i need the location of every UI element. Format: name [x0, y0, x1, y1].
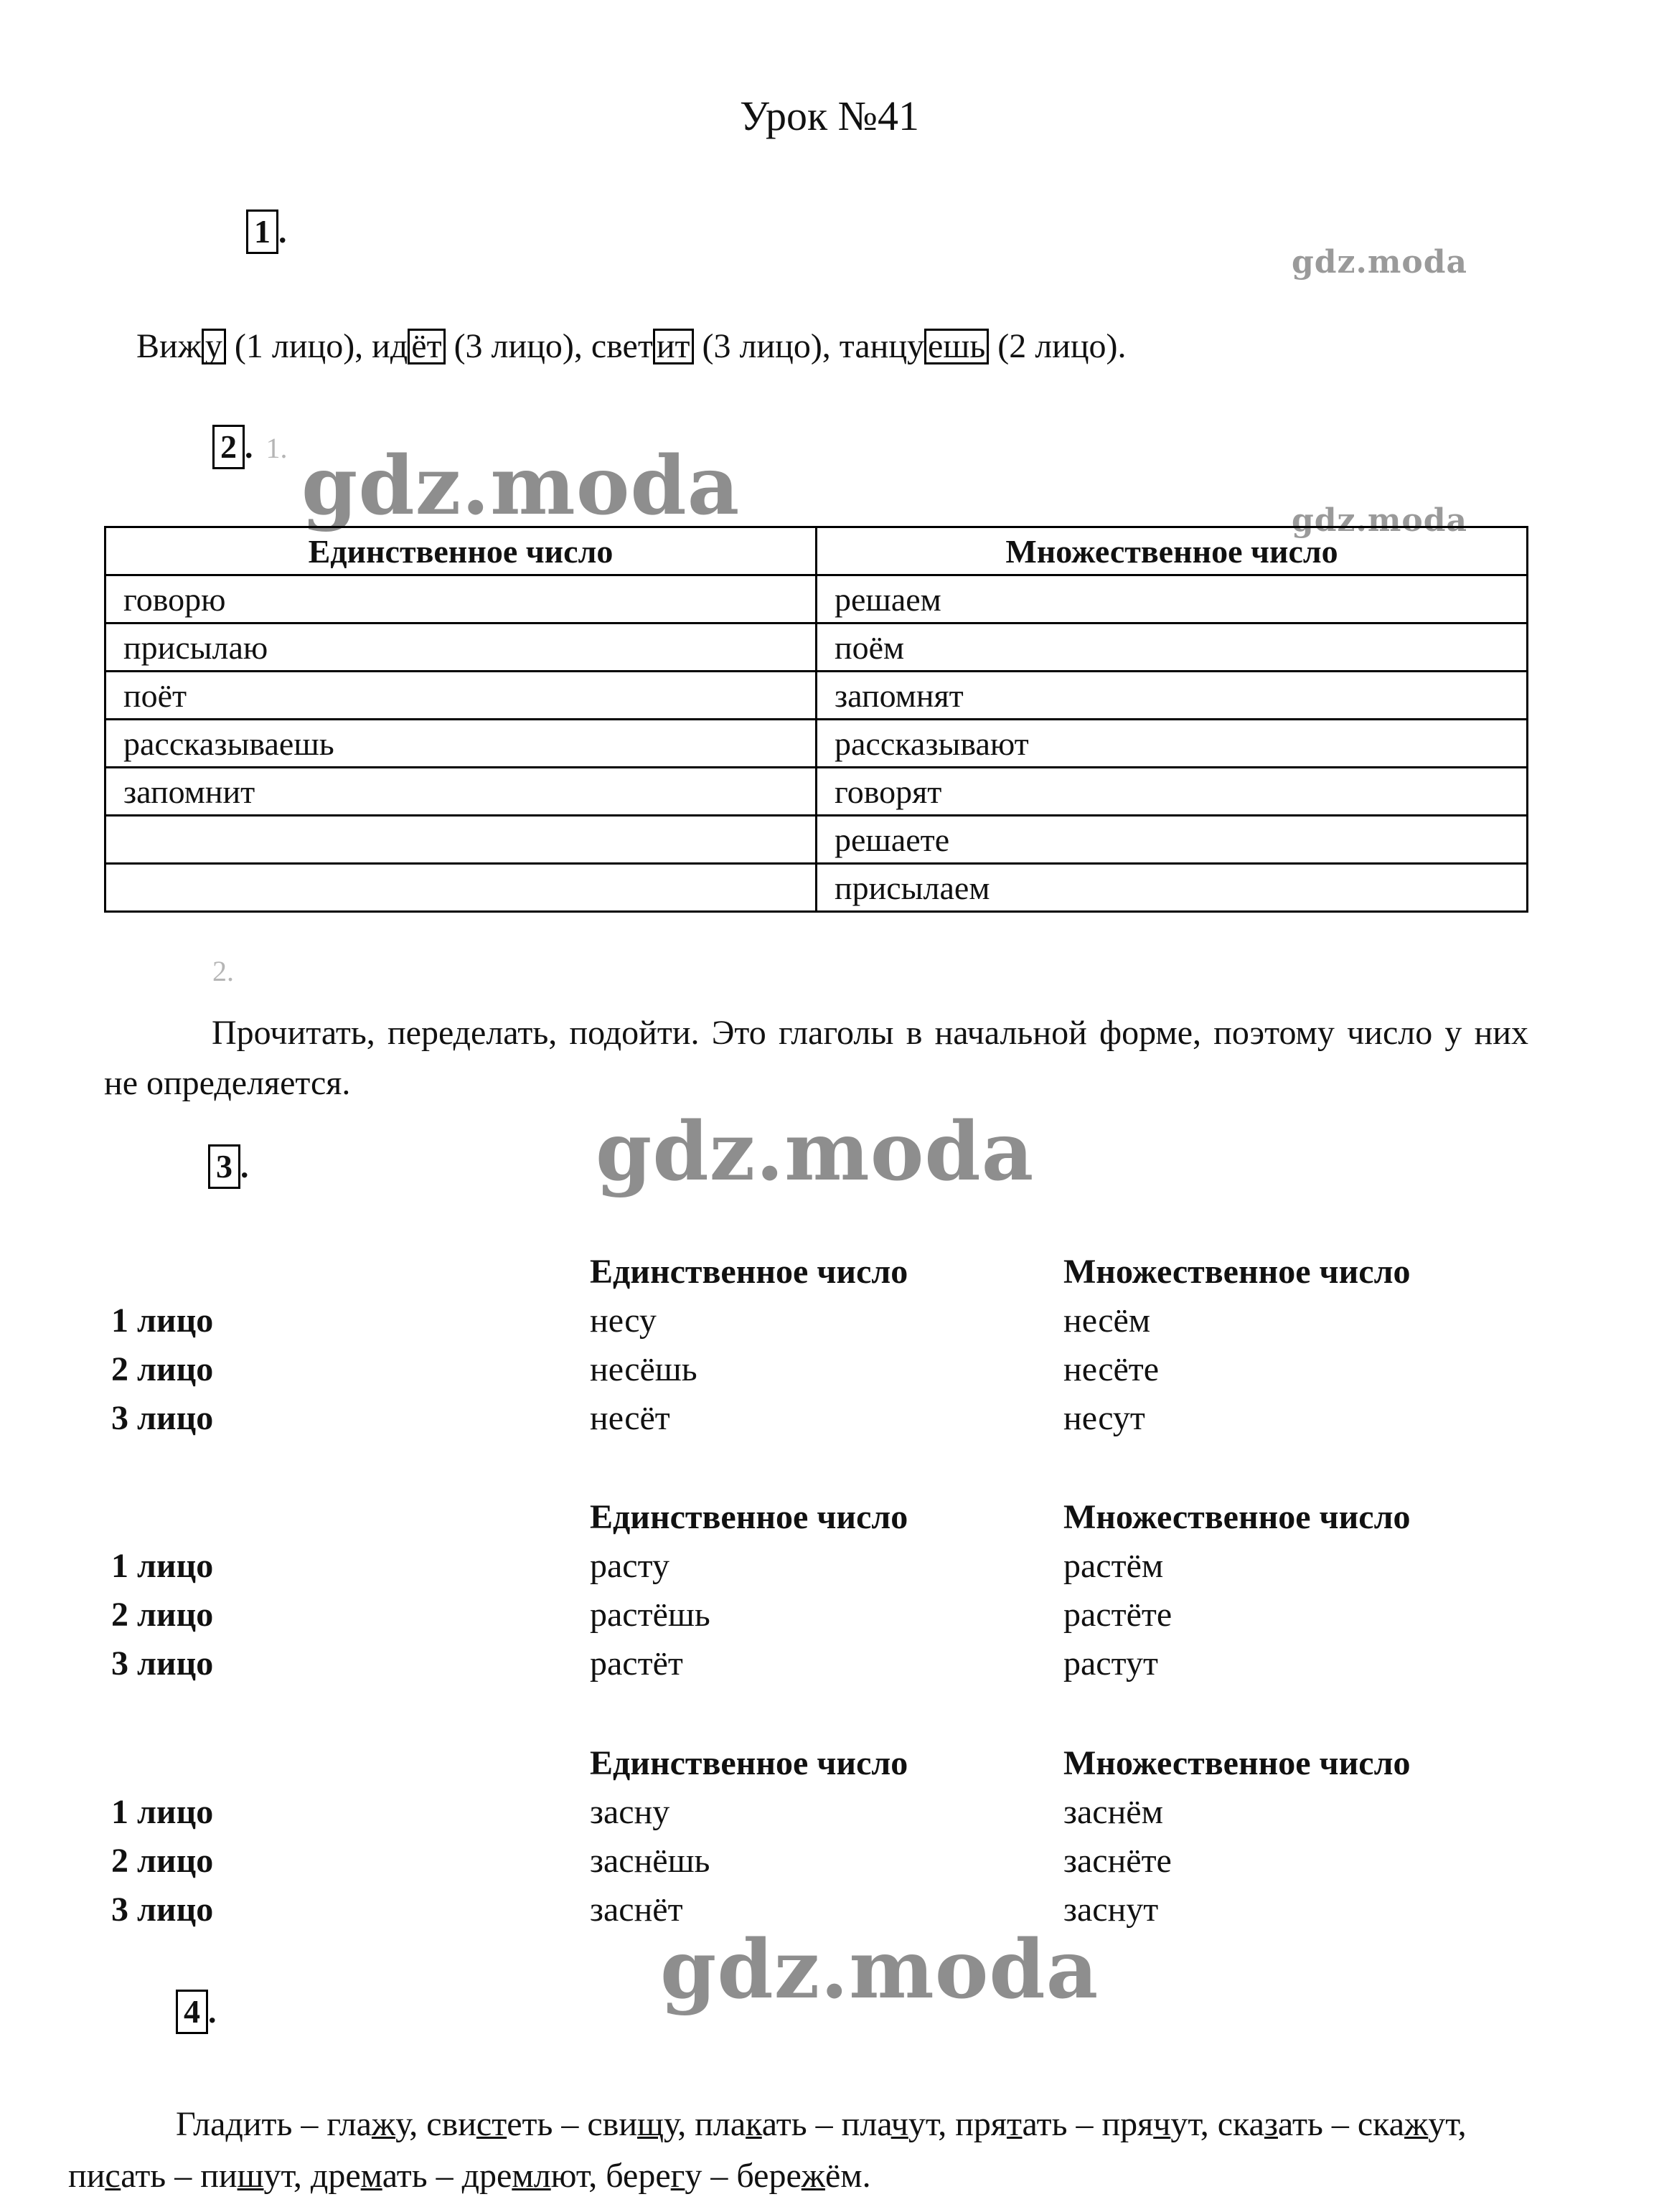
alternating-consonant: ч — [1153, 2105, 1171, 2143]
alternating-consonant: ж — [1404, 2105, 1429, 2143]
conjugation-block-2 — [111, 1497, 1532, 1693]
task-number-dot: . — [245, 428, 253, 465]
word-text: ут, пря — [908, 2105, 1007, 2143]
task-number-box: 2 — [212, 425, 245, 469]
singular-form: растёшь — [590, 1596, 710, 1634]
task-number-dot: . — [240, 1148, 249, 1185]
block-header-row — [111, 1252, 1532, 1301]
word-text: ут, пи — [68, 2105, 1467, 2195]
watermark: gdz.moda — [596, 1105, 1035, 1199]
watermark: gdz.moda — [301, 439, 741, 533]
alternating-consonant: к — [746, 2105, 762, 2143]
table-cell: запомнят — [817, 672, 1528, 720]
word-text: (2 лицо). — [989, 327, 1127, 365]
person-label: 3 лицо — [111, 1891, 214, 1929]
column-header: Множественное число — [1063, 1253, 1411, 1291]
task-4-number — [176, 1990, 217, 2034]
table-cell: говорю — [105, 575, 817, 623]
conjugation-block-1 — [111, 1252, 1532, 1447]
table-cell: поём — [817, 623, 1528, 672]
table-cell: рассказываешь — [105, 720, 817, 768]
plural-form: растём — [1063, 1547, 1164, 1585]
page-title: Урок №41 — [740, 93, 919, 139]
task-2-paragraph: Прочитать, переделать, подойти. Это глаголы в начальной форме, поэтому число у них не определяется. — [104, 1014, 1528, 1102]
word-text: Гла — [176, 2105, 226, 2143]
subtask-label: 1. — [265, 432, 288, 464]
word-text: еть – сви — [507, 2105, 638, 2143]
table-cell: поёт — [105, 672, 817, 720]
alternating-consonant: мл — [512, 2157, 551, 2195]
column-header: Множественное число — [1063, 1744, 1411, 1782]
table-header-row — [105, 527, 1528, 575]
table-cell: решаете — [817, 816, 1528, 864]
table-row — [111, 1546, 1532, 1595]
table-row — [111, 1350, 1532, 1398]
table-row — [111, 1301, 1532, 1350]
table-row — [111, 1792, 1532, 1841]
number-table — [104, 526, 1528, 913]
word-text: (3 лицо), свет — [445, 327, 653, 365]
table-row — [105, 720, 1528, 768]
table-row — [111, 1644, 1532, 1693]
column-header: Единственное число — [590, 1253, 908, 1291]
alternating-consonant: щ — [637, 2105, 664, 2143]
singular-form: заснёшь — [590, 1842, 710, 1880]
task-3-number — [208, 1144, 249, 1189]
task-number-dot: . — [208, 1993, 217, 2030]
person-label: 3 лицо — [111, 1399, 214, 1437]
plural-form: несёте — [1063, 1350, 1160, 1388]
table-row — [111, 1841, 1532, 1890]
ending-box: ешь — [924, 329, 989, 364]
table-row — [111, 1595, 1532, 1644]
word-stem: Виж — [136, 327, 202, 365]
column-header: Множественное число — [1063, 1498, 1411, 1536]
alternating-consonant: г — [670, 2157, 685, 2195]
person-label: 1 лицо — [111, 1793, 214, 1831]
word-text: (1 лицо), ид — [225, 327, 408, 365]
plural-form: заснёте — [1063, 1842, 1172, 1880]
singular-form: несёт — [590, 1399, 670, 1437]
ending-box: ит — [653, 329, 694, 364]
ending-box: ёт — [408, 329, 445, 364]
singular-form: несёшь — [590, 1350, 697, 1388]
block-header-row — [111, 1743, 1532, 1792]
word-text: ать – пи — [121, 2157, 238, 2195]
watermark: gdz.moda — [1292, 502, 1468, 539]
word-text: ать – пла — [761, 2105, 891, 2143]
word-text: ют, бере — [550, 2157, 671, 2195]
word-text: ать – ска — [1277, 2105, 1405, 2143]
plural-form: несут — [1063, 1399, 1145, 1437]
column-header: Множественное число — [817, 527, 1528, 575]
word-text: ут, дре — [263, 2157, 361, 2195]
table-row — [105, 816, 1528, 864]
task-1-sentence — [136, 326, 1127, 366]
alternating-consonant: д — [225, 2105, 243, 2143]
alternating-consonant: ст — [476, 2105, 507, 2143]
word-text: у – бере — [685, 2157, 802, 2195]
alternating-consonant: т — [1006, 2105, 1023, 2143]
task-number-box: 1 — [246, 210, 278, 254]
word-text: ить – гла — [243, 2105, 372, 2143]
singular-form: расту — [590, 1547, 669, 1585]
singular-form: заснёт — [590, 1891, 683, 1929]
singular-form: растёт — [590, 1644, 683, 1682]
table-cell: присылаем — [817, 864, 1528, 912]
table-cell: говорят — [817, 768, 1528, 816]
alternating-consonant: ж — [371, 2105, 396, 2143]
word-text: ём. — [824, 2157, 871, 2195]
block-header-row — [111, 1497, 1532, 1546]
alternating-consonant: ш — [237, 2157, 264, 2195]
plural-form: заснём — [1063, 1793, 1163, 1831]
table-row — [105, 864, 1528, 912]
table-cell — [105, 864, 817, 912]
person-label: 1 лицо — [111, 1302, 214, 1340]
singular-form: засну — [590, 1793, 670, 1831]
person-label: 3 лицо — [111, 1644, 214, 1682]
column-header: Единственное число — [590, 1498, 908, 1536]
column-header: Единственное число — [105, 527, 817, 575]
alternating-consonant: с — [105, 2157, 121, 2195]
word-text: (3 лицо), танцу — [693, 327, 925, 365]
table-row — [105, 623, 1528, 672]
word-text: ут, ска — [1170, 2105, 1264, 2143]
person-label: 2 лицо — [111, 1350, 214, 1388]
plural-form: заснут — [1063, 1891, 1159, 1929]
alternating-consonant: ж — [801, 2157, 825, 2195]
table-cell: запомнит — [105, 768, 817, 816]
plural-form: несём — [1063, 1302, 1151, 1340]
task-1-number — [246, 210, 287, 254]
plural-form: растут — [1063, 1644, 1158, 1682]
alternating-consonant: м — [360, 2157, 382, 2195]
task-number-box: 4 — [176, 1990, 208, 2034]
table-cell: присылаю — [105, 623, 817, 672]
table-cell: рассказывают — [817, 720, 1528, 768]
alternating-consonant: з — [1264, 2105, 1278, 2143]
table-row — [111, 1398, 1532, 1447]
word-text: ать – пря — [1022, 2105, 1154, 2143]
table-row — [105, 768, 1528, 816]
task-2-number — [212, 425, 288, 469]
plural-form: растёте — [1063, 1596, 1172, 1634]
conjugation-block-3 — [111, 1743, 1532, 1939]
ending-box: у — [202, 329, 226, 364]
person-label: 1 лицо — [111, 1547, 214, 1585]
alternating-consonant: ч — [890, 2105, 908, 2143]
word-text: у, пла — [664, 2105, 746, 2143]
watermark: gdz.moda — [660, 1923, 1099, 2017]
subtask-label: 2. — [212, 955, 234, 987]
table-cell: решаем — [817, 575, 1528, 623]
watermark: gdz.moda — [1292, 244, 1468, 281]
table-row — [105, 672, 1528, 720]
task-number-dot: . — [278, 213, 287, 250]
task-number-box: 3 — [208, 1144, 240, 1189]
person-label: 2 лицо — [111, 1842, 214, 1880]
singular-form: несу — [590, 1302, 657, 1340]
column-header: Единственное число — [590, 1744, 908, 1782]
task-4-paragraph — [68, 2099, 1532, 2202]
table-cell — [105, 816, 817, 864]
word-text: у, сви — [395, 2105, 476, 2143]
person-label: 2 лицо — [111, 1596, 214, 1634]
table-row — [105, 575, 1528, 623]
word-text: ать – дре — [382, 2157, 512, 2195]
